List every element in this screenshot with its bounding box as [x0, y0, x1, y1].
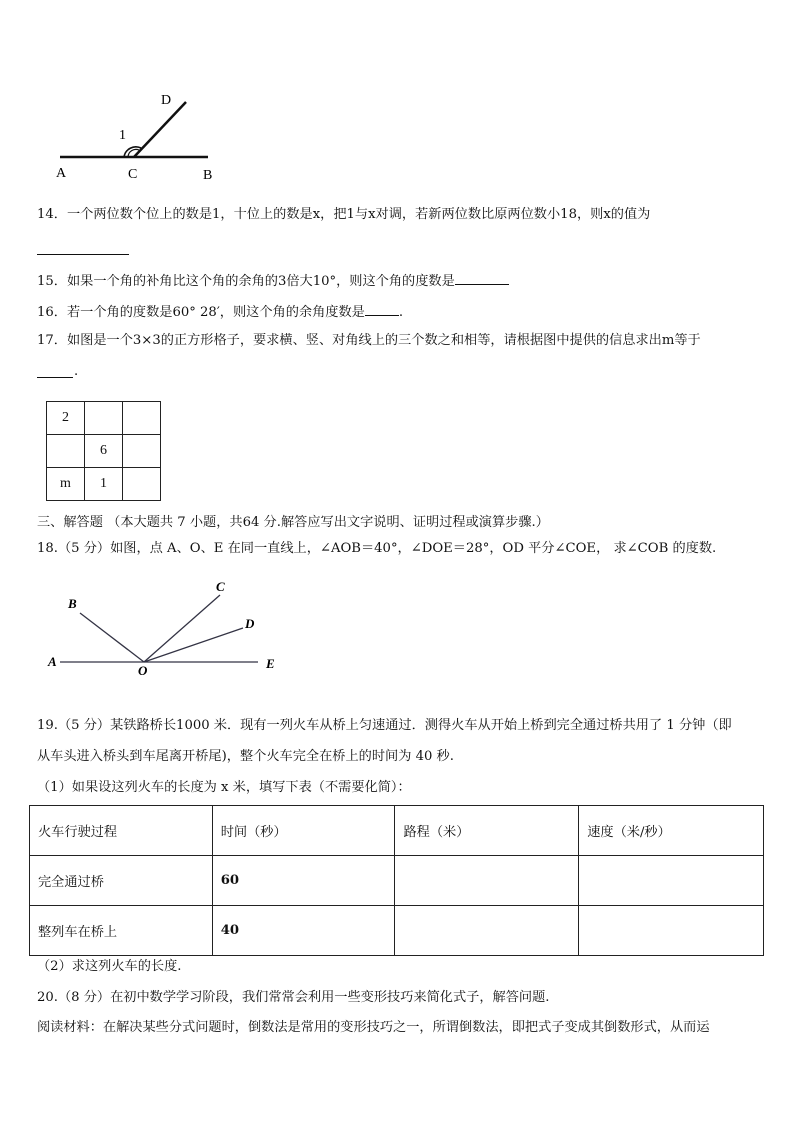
ray-od	[144, 628, 243, 662]
table-row	[30, 906, 764, 956]
question-19-part-2	[37, 958, 181, 976]
question-19-text-1: 19.（5 分）某铁路桥长1000 米．现有一列火车从桥上匀速通过．测得火车从开始上桥到完全通过桥共用了 1 分钟（即	[37, 718, 732, 733]
question-17-text: 17．如图是一个3×3的正方形格子，要求横、竖、对角线上的三个数之和相等，请根据图中提供的信息求出m等于	[37, 333, 701, 348]
label-d: D	[161, 93, 172, 108]
label-c: C	[128, 167, 138, 182]
period-17: .	[74, 364, 79, 379]
question-20-text-2: 阅读材料：在解决某些分式问题时，倒数法是常用的变形技巧之一，所谓倒数法，即把式子变成其倒数形式，从而运	[37, 1020, 710, 1035]
table-header: 速度（米/秒）	[579, 806, 764, 856]
label-b: B	[68, 596, 77, 611]
question-18	[37, 540, 716, 558]
table-row	[30, 856, 764, 906]
grid-cell: 1	[85, 468, 123, 501]
question-20-text-1: 20.（8 分）在初中数学学习阶段，我们常常会利用一些变形技巧来简化式子，解答问题.	[37, 990, 550, 1005]
question-19-line-1	[37, 717, 732, 735]
table-cell	[395, 906, 579, 956]
section-3-heading	[37, 514, 549, 532]
question-19-line-2	[37, 748, 454, 766]
table-header: 路程（米）	[395, 806, 579, 856]
table-cell: 整列车在桥上	[30, 906, 213, 956]
grid-cell: 2	[47, 402, 85, 435]
grid-cell	[47, 435, 85, 468]
table-header: 火车行驶过程	[30, 806, 213, 856]
table-header: 时间（秒）	[212, 806, 395, 856]
label-b: B	[203, 168, 213, 183]
grid-cell	[123, 402, 161, 435]
train-table	[29, 805, 764, 956]
grid-cell	[85, 402, 123, 435]
magic-square-grid	[46, 401, 161, 501]
grid-row	[47, 402, 161, 435]
question-19-part-2-text: （2）求这列火车的长度.	[37, 959, 182, 974]
question-19-text-2: 从车头进入桥头到车尾离开桥尾)，整个火车完全在桥上的时间为 40 秒.	[37, 749, 454, 764]
label-o: O	[138, 663, 148, 678]
table-cell: 40	[212, 906, 395, 956]
label-a: A	[48, 654, 57, 669]
ray-ob	[80, 613, 144, 662]
question-20-line-2	[37, 1019, 710, 1037]
grid-cell: 6	[85, 435, 123, 468]
answer-blank-14	[37, 242, 129, 255]
ray-cd	[134, 102, 186, 157]
table-cell	[395, 856, 579, 906]
question-19-part-1-text: （1）如果设这列火车的长度为 x 米，填写下表（不需要化简）：	[37, 780, 411, 795]
table-cell	[579, 906, 764, 956]
question-14	[37, 206, 650, 224]
question-19-part-1	[37, 779, 411, 797]
answer-blank-15	[455, 270, 509, 285]
question-15	[37, 270, 509, 291]
table-header-row	[30, 806, 764, 856]
question-15-text: 15．如果一个角的补角比这个角的余角的3倍大10°，则这个角的度数是	[37, 274, 455, 289]
table-cell: 60	[212, 856, 395, 906]
question-16: 16．若一个角的度数是60° 28′，则这个角的余角度数是 .	[37, 301, 403, 322]
question-18-text: 18.（5 分）如图，点 A、O、E 在同一直线上，∠AOB＝40°，∠DOE＝28°，OD 平分∠COE， 求∠COB 的度数.	[37, 541, 717, 556]
label-e: E	[266, 656, 275, 671]
table-cell: 完全通过桥	[30, 856, 213, 906]
label-a: A	[56, 166, 67, 181]
angle-figure-q13	[50, 88, 230, 188]
question-17	[37, 332, 701, 350]
table-cell	[579, 856, 764, 906]
label-c: C	[216, 579, 225, 594]
answer-blank-17	[37, 363, 73, 378]
question-20-line-1	[37, 989, 550, 1007]
question-14-text: 14．一个两位数个位上的数是1，十位上的数是x，把1与x对调，若新两位数比原两位数小18，则x的值为	[37, 207, 651, 222]
grid-cell	[123, 435, 161, 468]
grid-cell	[123, 468, 161, 501]
grid-row	[47, 435, 161, 468]
ray-oc	[144, 595, 220, 662]
question-16-text: 16．若一个角的度数是60° 28′，则这个角的余角度数是	[37, 305, 365, 320]
section-3-text: 三、解答题 （本大题共 7 小题，共64 分.解答应写出文字说明、证明过程或演算步骤.）	[37, 515, 549, 530]
label-1: 1	[119, 128, 126, 143]
grid-row	[47, 468, 161, 501]
label-d: D	[245, 616, 255, 631]
grid-cell: m	[47, 468, 85, 501]
angle-figure-q18	[40, 575, 290, 680]
answer-blank-16	[365, 301, 399, 316]
